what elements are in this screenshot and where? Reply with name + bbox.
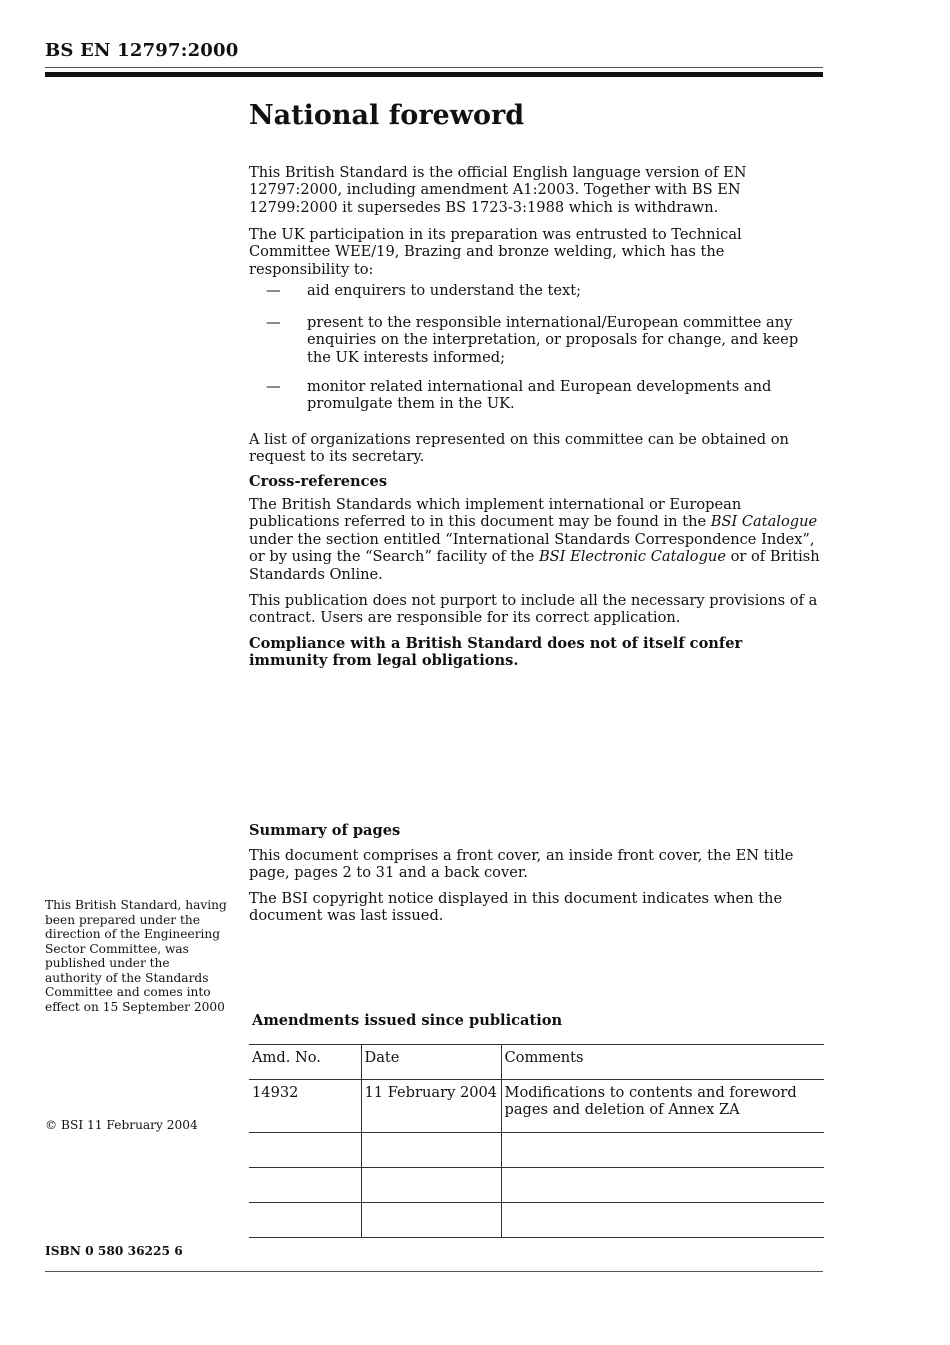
header-rule-thin [45, 67, 823, 68]
table-row [249, 1080, 824, 1133]
bullet-text: monitor related international and European developments and promulgate them in the UK. [307, 378, 772, 413]
copyright-notice-paragraph [249, 890, 824, 925]
column-header: Comments [501, 1045, 824, 1080]
crossref-heading: Cross-references [249, 473, 388, 490]
sidebar-note: This British Standard, having been prepared under the direction of the Engineering Sector Committee, was published under the authority of the Standards Committee and comes into effect on 15 September 2000 [45, 898, 227, 1014]
committee-text: The UK participation in its preparation was entrusted to Technical Committee WEE/19, Brazing and bronze welding, which has the responsibility to: [249, 226, 742, 278]
summary-heading: Summary of pages [249, 822, 401, 839]
bullet-dash: — [266, 282, 281, 299]
crossref-paragraph [249, 496, 824, 583]
table-cell [501, 1168, 824, 1203]
summary-text: This document comprises a front cover, an inside front cover, the EN title page, pages 2 to 31 and a back cover. [249, 847, 794, 882]
bsi-electronic-catalogue-title: BSI Electronic Catalogue [538, 548, 726, 566]
list-item [266, 378, 826, 414]
list-item [266, 314, 826, 368]
committee-paragraph [249, 226, 824, 278]
crossref-text-part: The British Standards which implement international or European publications referred to in this document may be found in the [249, 496, 742, 531]
bsi-catalogue-title: BSI Catalogue [710, 513, 818, 531]
intro-text: This British Standard is the official English language version of EN 12797:2000, including amendment A1:2003. Together with BS EN 12799:2000 it supersedes BS 1723-3:1988 which is withdrawn. [249, 164, 747, 216]
provisions-paragraph [249, 592, 824, 627]
intro-paragraph [249, 164, 824, 216]
table-row [249, 1203, 824, 1238]
footer-rule [45, 1271, 823, 1272]
table-row [249, 1133, 824, 1168]
table-cell [501, 1203, 824, 1238]
header-rule-thick [45, 72, 823, 77]
bullet-dash: — [266, 314, 281, 331]
bullet-dash: — [266, 378, 281, 395]
copyright-notice-text: The BSI copyright notice displayed in this document indicates when the document was last issued. [249, 890, 783, 925]
table-cell [361, 1133, 501, 1168]
table-cell: 14932 [249, 1080, 361, 1133]
column-header: Amd. No. [249, 1045, 361, 1080]
bullet-text: aid enquirers to understand the text; [307, 282, 582, 299]
list-item [266, 282, 826, 300]
table-cell: 11 February 2004 [361, 1080, 501, 1133]
table-cell: Modifications to contents and foreword pages and deletion of Annex ZA [501, 1080, 824, 1133]
amendments-heading: Amendments issued since publication [252, 1012, 563, 1029]
table-cell [501, 1133, 824, 1168]
standard-code: BS EN 12797:2000 [45, 40, 239, 61]
provisions-text: This publication does not purport to include all the necessary provisions of a contract. Users are responsible for its correct application. [249, 592, 818, 627]
table-row [249, 1168, 824, 1203]
table-cell [249, 1168, 361, 1203]
table-header-row [249, 1045, 824, 1080]
table-cell [361, 1203, 501, 1238]
page-title: National foreword [249, 100, 525, 131]
table-cell [249, 1133, 361, 1168]
bullet-text: present to the responsible international/European committee any enquiries on the interpretation, or proposals for change, and keep the UK interests informed; [307, 314, 799, 366]
amendments-table [249, 1044, 824, 1238]
crossref-text-part: under the section entitled “International Standards Correspondence Index”, or by using the “Search” facility of the [249, 530, 815, 566]
crossref-text [249, 496, 824, 583]
compliance-statement: Compliance with a British Standard does not of itself confer immunity from legal obligations. [249, 635, 743, 670]
isbn: ISBN 0 580 36225 6 [45, 1244, 183, 1258]
table-cell [249, 1203, 361, 1238]
table-cell [361, 1168, 501, 1203]
sidebar-copyright: © BSI 11 February 2004 [45, 1118, 198, 1132]
crossref-text-part: or of British Standards Online. [249, 548, 820, 583]
organizations-text: A list of organizations represented on this committee can be obtained on request to its secretary. [249, 431, 789, 466]
summary-paragraph [249, 847, 824, 882]
column-header: Date [361, 1045, 501, 1080]
organizations-paragraph [249, 431, 824, 466]
